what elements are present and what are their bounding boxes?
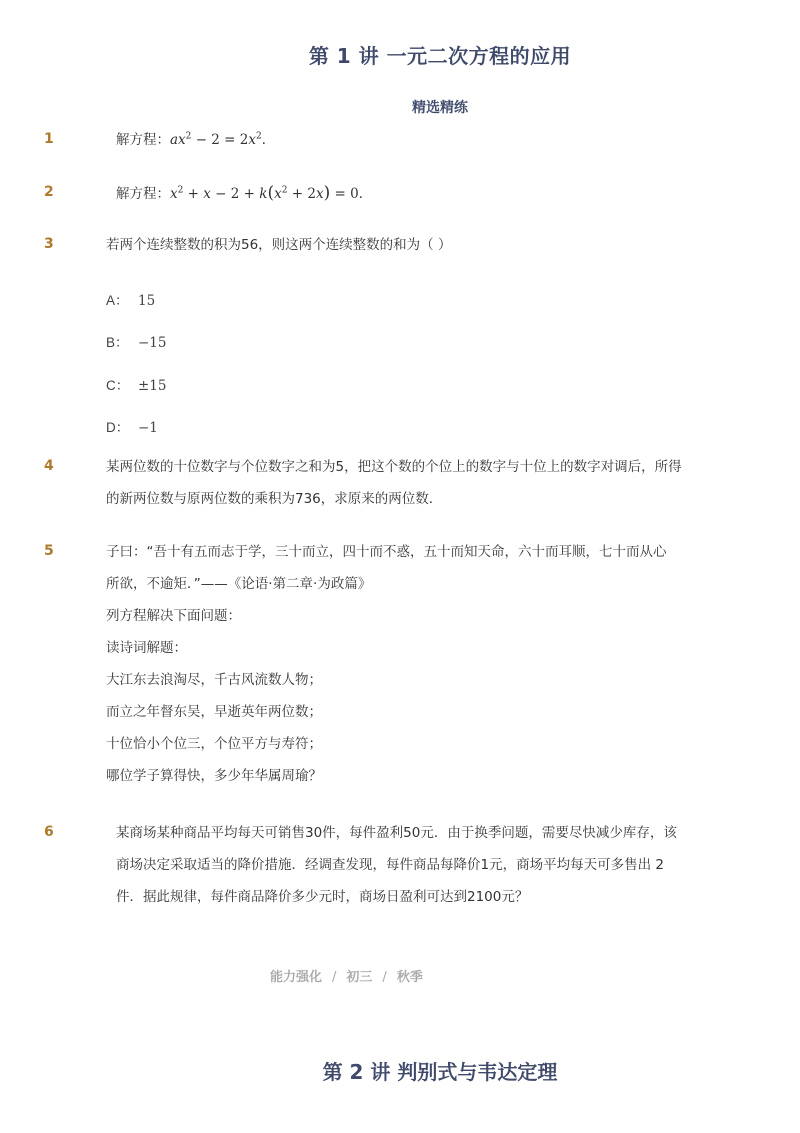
option-b[interactable]	[106, 331, 167, 351]
question-number: 3	[44, 236, 54, 252]
question-number: 4	[44, 458, 54, 474]
option-value: ±15	[138, 378, 167, 394]
question-1: 解方程：$ax^2 - 2 = 2x^2$．	[116, 131, 276, 148]
section-title: 精选精练	[412, 100, 468, 116]
option-value: 15	[138, 293, 156, 309]
option-letter: B：	[106, 335, 129, 350]
footer-part: 秋季	[396, 970, 423, 985]
option-value: −1	[138, 420, 158, 436]
question-4	[106, 451, 716, 515]
text-line: 所欲，不逾矩．”——《论语·第二章·为政篇》	[106, 576, 372, 592]
footer-separator: /	[332, 970, 337, 985]
text-fragment: 减少库存，该	[595, 825, 677, 841]
question-prefix: 解方程：	[116, 186, 170, 202]
text-line: 子曰：“吾十有五而志于学，三十而立，四十而不惑，五十而知天命，六十而耳顺，七十而从心	[106, 544, 667, 560]
option-letter: C：	[106, 378, 130, 393]
question-number: 6	[44, 824, 54, 840]
text-line: 而立之年督东吴，早逝英年两位数；	[106, 704, 322, 720]
equation: $x^2 + x - 2 + k(x^2 + 2x) = 0$	[170, 183, 359, 203]
question-number: 5	[44, 543, 54, 559]
text-line: 读诗词解题：	[106, 640, 187, 656]
text-line: 的新两位数与原两位数的乘积为736，求原来的两位数．	[106, 491, 443, 507]
text-line	[116, 817, 716, 849]
option-letter: A：	[106, 293, 129, 308]
option-letter: D：	[106, 420, 130, 435]
option-d[interactable]	[106, 416, 158, 436]
question-6	[116, 817, 716, 913]
equation: $ax^2 - 2 = 2x^2$	[170, 131, 262, 148]
next-lesson-title: 第 2 讲 判别式与韦达定理	[322, 1060, 558, 1084]
text-fragment: 某商场某种商品平均每天可销售30件，每件盈利50元．由于换季问题，需要	[116, 825, 569, 841]
text-line: 某两位数的十位数字与个位数字之和为5，把这个数的个位上的数字与十位上的数字对调后，所得	[106, 459, 682, 475]
question-prefix: 解方程：	[116, 132, 170, 148]
text-line: 大江东去浪淘尽，千古风流数人物；	[106, 672, 322, 688]
text-fragment: 解决下面问题：	[146, 608, 241, 624]
text-line	[106, 600, 716, 632]
question-number: 1	[44, 131, 54, 147]
footer-part: 初三	[346, 970, 373, 985]
emphasis-text: 尽快	[568, 825, 596, 841]
page-footer	[270, 966, 423, 985]
question-number: 2	[44, 184, 54, 200]
page-title: 第 1 讲 一元二次方程的应用	[308, 44, 572, 68]
text-line: 件．据此规律，每件商品降价多少元时，商场日盈利可达到2100元？	[116, 889, 529, 905]
option-value: −15	[138, 335, 167, 351]
text-line: 哪位学子算得快，多少年华属周瑜？	[106, 768, 322, 784]
question-2: 解方程：$x^2 + x - 2 + k(x^2 + 2x) = 0$．	[116, 183, 373, 203]
option-c[interactable]	[106, 374, 167, 394]
emphasis-text: 列方程	[106, 608, 147, 624]
footer-part: 能力强化	[270, 970, 323, 985]
question-3-text: 若两个连续整数的积为56，则这两个连续整数的和为（ ）	[106, 237, 452, 253]
footer-separator: /	[382, 970, 387, 985]
text-line: 商场决定采取适当的降价措施．经调查发现，每件商品每降价1元，商场平均每天可多售出 2	[116, 857, 664, 873]
option-a[interactable]	[106, 289, 155, 309]
text-line: 十位恰小个位三，个位平方与寿符；	[106, 736, 322, 752]
question-5	[106, 536, 716, 792]
